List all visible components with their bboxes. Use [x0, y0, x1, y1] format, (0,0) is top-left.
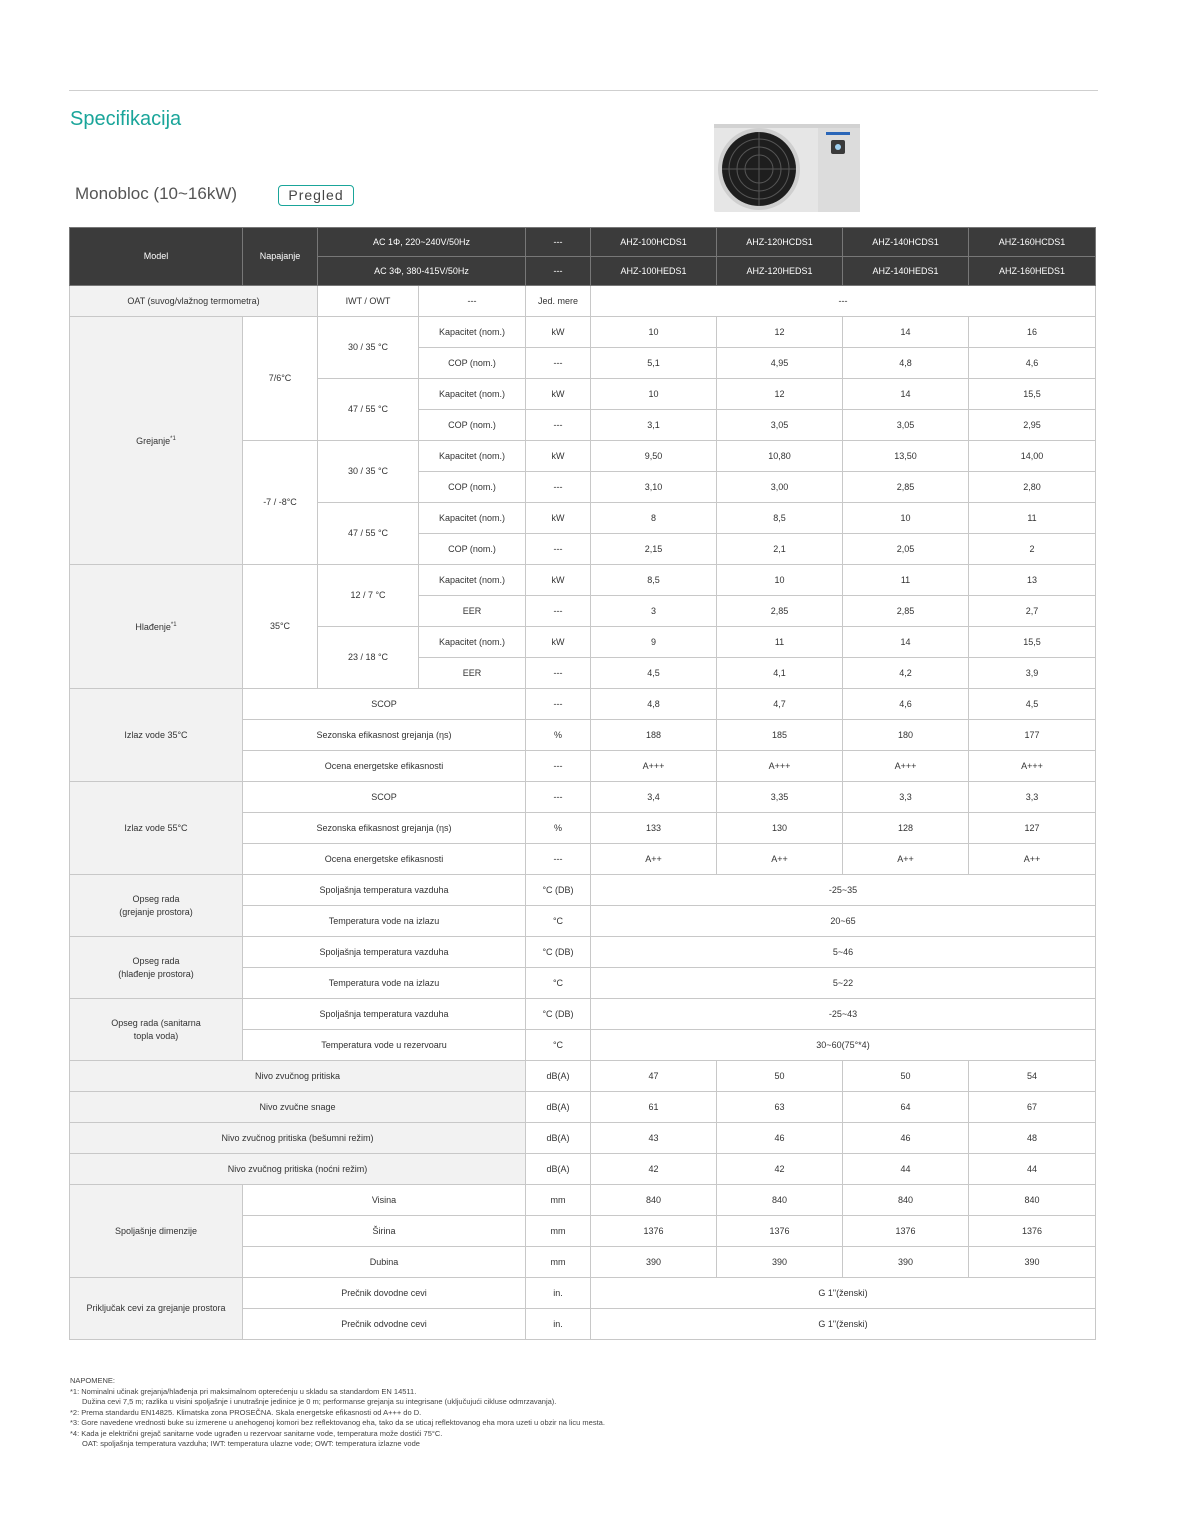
outdoor-temp-label: Spoljašnja temperatura vazduha [243, 937, 526, 968]
value-cell: 4,6 [969, 348, 1096, 379]
unit-cell: mm [526, 1247, 591, 1278]
value-cell: 2 [969, 534, 1096, 565]
water-temp: 30 / 35 °C [318, 441, 419, 503]
energy-rating-label: Ocena energetske efikasnosti [243, 844, 526, 875]
dash-cell: --- [526, 534, 591, 565]
note-line: Dužina cevi 7,5 m; razlika u visini spoljašnje i unutrašnje jedinice je 0 m; performanse grejanja su integrisane (uključujući cikluse odmrzavanja). [82, 1397, 557, 1406]
model-name: AHZ-160HCDS1 [969, 228, 1096, 257]
value-cell: 4,8 [591, 689, 717, 720]
power-1-phase: AC 1Φ, 220~240V/50Hz [318, 228, 526, 257]
dash-cell: --- [526, 257, 591, 286]
model-header: Model [70, 228, 243, 286]
table-row [70, 999, 1096, 1030]
model-name: AHZ-100HEDS1 [591, 257, 717, 286]
value-cell: 4,6 [843, 689, 969, 720]
value-cell: 840 [969, 1185, 1096, 1216]
dash-cell: --- [526, 228, 591, 257]
value-cell: 2,05 [843, 534, 969, 565]
value-cell: 64 [843, 1092, 969, 1123]
season-eff-label: Sezonska efikasnost grejanja (ηs) [243, 720, 526, 751]
value-cell: 54 [969, 1061, 1096, 1092]
value-cell: 3,35 [717, 782, 843, 813]
range-dhw-label: Opseg rada (sanitarna topla voda) [70, 999, 243, 1061]
value-cell: 47 [591, 1061, 717, 1092]
iwt-owt-label: IWT / OWT [318, 286, 419, 317]
overview-badge[interactable]: Pregled [278, 185, 354, 206]
unit-cell: dB(A) [526, 1092, 591, 1123]
value-cell: 13 [969, 565, 1096, 596]
value-cell: 42 [591, 1154, 717, 1185]
value-cell: 15,5 [969, 379, 1096, 410]
value-cell: 10 [717, 565, 843, 596]
value-cell: 840 [591, 1185, 717, 1216]
value-cell: 15,5 [969, 627, 1096, 658]
value-cell: 61 [591, 1092, 717, 1123]
value-cell: 390 [591, 1247, 717, 1278]
top-divider [69, 90, 1098, 91]
value-cell: A++ [969, 844, 1096, 875]
value-cell: 11 [969, 503, 1096, 534]
value-cell: 2,95 [969, 410, 1096, 441]
value-cell: -25~35 [591, 875, 1096, 906]
value-cell: 10,80 [717, 441, 843, 472]
unit-cell: °C [526, 906, 591, 937]
table-row [70, 1185, 1096, 1216]
oat-value: 7/6°C [243, 317, 318, 441]
unit-cell: mm [526, 1216, 591, 1247]
section-subtitle: Monobloc (10~16kW) [75, 184, 238, 203]
value-cell: 50 [717, 1061, 843, 1092]
value-cell: 185 [717, 720, 843, 751]
value-cell: A+++ [591, 751, 717, 782]
capacity-label: Kapacitet (nom.) [419, 317, 526, 348]
model-name: AHZ-100HCDS1 [591, 228, 717, 257]
value-cell: 840 [843, 1185, 969, 1216]
dash-cell: --- [526, 689, 591, 720]
unit-cell: °C [526, 1030, 591, 1061]
value-cell: 10 [591, 317, 717, 348]
value-cell: 9,50 [591, 441, 717, 472]
value-cell: 3,10 [591, 472, 717, 503]
oat-value: -7 / -8°C [243, 441, 318, 565]
value-cell: 1376 [843, 1216, 969, 1247]
value-cell: 3,3 [843, 782, 969, 813]
value-cell: 42 [717, 1154, 843, 1185]
value-cell: 4,2 [843, 658, 969, 689]
eer-label: EER [419, 596, 526, 627]
width-label: Širina [243, 1216, 526, 1247]
value-cell: 3,05 [843, 410, 969, 441]
unit-cell: kW [526, 565, 591, 596]
heating-label: Grejanje$^{*1}$ [70, 317, 243, 565]
table-row [70, 1061, 1096, 1092]
value-cell: 12 [717, 379, 843, 410]
value-cell: 2,15 [591, 534, 717, 565]
value-cell: A+++ [717, 751, 843, 782]
oat-label: OAT (suvog/vlažnog termometra) [70, 286, 318, 317]
range-heating-label: Opseg rada (grejanje prostora) [70, 875, 243, 937]
note-line: *2: Prema standardu EN14825. Klimatska zona PROSEČNA. Skala energetske efikasnosti od A+++ do D. [70, 1407, 422, 1417]
value-cell: 5~22 [591, 968, 1096, 999]
specification-table [69, 227, 1096, 1340]
model-name: AHZ-120HEDS1 [717, 257, 843, 286]
water-temp: 47 / 55 °C [318, 503, 419, 565]
value-cell: 14 [843, 317, 969, 348]
header-row-1 [70, 228, 1096, 257]
table-row [70, 1154, 1096, 1185]
height-label: Visina [243, 1185, 526, 1216]
value-cell: 12 [717, 317, 843, 348]
capacity-label: Kapacitet (nom.) [419, 379, 526, 410]
value-cell: 67 [969, 1092, 1096, 1123]
season-eff-label: Sezonska efikasnost grejanja (ηs) [243, 813, 526, 844]
unit-cell: kW [526, 503, 591, 534]
out35-label: Izlaz vode 35°C [70, 689, 243, 782]
capacity-label: Kapacitet (nom.) [419, 565, 526, 596]
cop-label: COP (nom.) [419, 348, 526, 379]
water-out-label: Temperatura vode na izlazu [243, 968, 526, 999]
value-cell: 8,5 [591, 565, 717, 596]
value-cell: A++ [843, 844, 969, 875]
water-temp: 47 / 55 °C [318, 379, 419, 441]
outdoor-temp-label: Spoljašnja temperatura vazduha [243, 999, 526, 1030]
unit-cell: °C (DB) [526, 875, 591, 906]
note-line: OAT: spoljašnja temperatura vazduha; IWT: temperatura ulazne vode; OWT: temperatura izlazne vode [82, 1439, 420, 1448]
unit-label: Jed. mere [526, 286, 591, 317]
model-name: AHZ-140HCDS1 [843, 228, 969, 257]
value-cell: 5~46 [591, 937, 1096, 968]
cop-label: COP (nom.) [419, 472, 526, 503]
model-name: AHZ-160HEDS1 [969, 257, 1096, 286]
table-row [70, 565, 1096, 596]
value-cell: 44 [969, 1154, 1096, 1185]
heat-pump-unit-image [714, 124, 860, 212]
value-cell: G 1"(ženski) [591, 1278, 1096, 1309]
outlet-diameter-label: Prečnik odvodne cevi [243, 1309, 526, 1340]
value-cell: 390 [969, 1247, 1096, 1278]
table-row [70, 937, 1096, 968]
model-name: AHZ-120HCDS1 [717, 228, 843, 257]
unit-cell: in. [526, 1309, 591, 1340]
sound-power-label: Nivo zvučne snage [70, 1092, 526, 1123]
outdoor-temp-label: Spoljašnja temperatura vazduha [243, 875, 526, 906]
value-cell: 16 [969, 317, 1096, 348]
dash-cell: --- [526, 410, 591, 441]
value-cell: 20~65 [591, 906, 1096, 937]
dash-cell: --- [526, 782, 591, 813]
table-row [70, 1123, 1096, 1154]
dash-cell: --- [591, 286, 1096, 317]
note-line: *3: Gore navedene vrednosti buke su izmerene u anehogenoj komori bez reflektovanog eha, tako da se uticaj reflektovanog eha mora uzeti u obzir na licu mesta. [70, 1418, 605, 1427]
value-cell: 2,85 [843, 472, 969, 503]
value-cell: 11 [717, 627, 843, 658]
unit-cell: dB(A) [526, 1154, 591, 1185]
value-cell: 43 [591, 1123, 717, 1154]
value-cell: 48 [969, 1123, 1096, 1154]
value-cell: 5,1 [591, 348, 717, 379]
value-cell: 14 [843, 627, 969, 658]
depth-label: Dubina [243, 1247, 526, 1278]
value-cell: A+++ [969, 751, 1096, 782]
value-cell: 180 [843, 720, 969, 751]
unit-cell: kW [526, 441, 591, 472]
table-row [70, 1278, 1096, 1309]
value-cell: 63 [717, 1092, 843, 1123]
unit-cell: dB(A) [526, 1061, 591, 1092]
value-cell: 2,85 [717, 596, 843, 627]
note-line: *4: Kada je električni grejač sanitarne vode ugrađen u rezervoar sanitarne vode, temperatura može dostići 75°C. [70, 1428, 443, 1438]
value-cell: 127 [969, 813, 1096, 844]
unit-cell: dB(A) [526, 1123, 591, 1154]
model-name: AHZ-140HEDS1 [843, 257, 969, 286]
energy-rating-label: Ocena energetske efikasnosti [243, 751, 526, 782]
value-cell: 4,5 [591, 658, 717, 689]
value-cell: 13,50 [843, 441, 969, 472]
inlet-diameter-label: Prečnik dovodne cevi [243, 1278, 526, 1309]
value-cell: 840 [717, 1185, 843, 1216]
water-temp: 23 / 18 °C [318, 627, 419, 689]
value-cell: 8 [591, 503, 717, 534]
value-cell: 3,3 [969, 782, 1096, 813]
note-line: *1: Nominalni učinak grejanja/hlađenja pri maksimalnom opterećenju u skladu sa standardom EN 14511. [70, 1386, 417, 1396]
unit-cell: °C (DB) [526, 999, 591, 1030]
page-title: Specifikacija [70, 108, 182, 130]
value-cell: 46 [843, 1123, 969, 1154]
sound-night-label: Nivo zvučnog pritiska (noćni režim) [70, 1154, 526, 1185]
value-cell: 390 [843, 1247, 969, 1278]
value-cell: 177 [969, 720, 1096, 751]
dash-cell: --- [526, 348, 591, 379]
power-header: Napajanje [243, 228, 318, 286]
eer-label: EER [419, 658, 526, 689]
dash-cell: --- [526, 472, 591, 503]
unit-cell: % [526, 720, 591, 751]
value-cell: 3,9 [969, 658, 1096, 689]
unit-cell: °C [526, 968, 591, 999]
unit-cell: in. [526, 1278, 591, 1309]
table-row [70, 782, 1096, 813]
capacity-label: Kapacitet (nom.) [419, 441, 526, 472]
notes-heading: NAPOMENE: [70, 1376, 116, 1385]
value-cell: 3 [591, 596, 717, 627]
value-cell: 2,1 [717, 534, 843, 565]
value-cell: 10 [843, 503, 969, 534]
value-cell: A++ [591, 844, 717, 875]
value-cell: 3,4 [591, 782, 717, 813]
sound-silent-label: Nivo zvučnog pritiska (bešumni režim) [70, 1123, 526, 1154]
value-cell: 3,05 [717, 410, 843, 441]
value-cell: 3,1 [591, 410, 717, 441]
value-cell: 30~60(75°*4) [591, 1030, 1096, 1061]
value-cell: 9 [591, 627, 717, 658]
value-cell: 8,5 [717, 503, 843, 534]
value-cell: 1376 [969, 1216, 1096, 1247]
scop-label: SCOP [243, 689, 526, 720]
water-temp: 12 / 7 °C [318, 565, 419, 627]
value-cell: 10 [591, 379, 717, 410]
value-cell: 188 [591, 720, 717, 751]
dash-cell: --- [526, 658, 591, 689]
dash-cell: --- [526, 844, 591, 875]
value-cell: 128 [843, 813, 969, 844]
value-cell: 130 [717, 813, 843, 844]
scop-label: SCOP [243, 782, 526, 813]
value-cell: 4,1 [717, 658, 843, 689]
cop-label: COP (nom.) [419, 534, 526, 565]
table-row [70, 689, 1096, 720]
unit-cell: kW [526, 379, 591, 410]
pipe-label: Priključak cevi za grejanje prostora [70, 1278, 243, 1340]
value-cell: 390 [717, 1247, 843, 1278]
value-cell: 11 [843, 565, 969, 596]
value-cell: 1376 [591, 1216, 717, 1247]
value-cell: 2,7 [969, 596, 1096, 627]
table-row [70, 1092, 1096, 1123]
range-cooling-label: Opseg rada (hlađenje prostora) [70, 937, 243, 999]
value-cell: 14 [843, 379, 969, 410]
dash-cell: --- [419, 286, 526, 317]
sound-pressure-label: Nivo zvučnog pritiska [70, 1061, 526, 1092]
value-cell: 2,85 [843, 596, 969, 627]
table-row [70, 875, 1096, 906]
power-3-phase: AC 3Φ, 380-415V/50Hz [318, 257, 526, 286]
cooling-label: Hlađenje$^{*1}$ [70, 565, 243, 689]
notes [70, 1376, 605, 1450]
unit-cell: °C (DB) [526, 937, 591, 968]
value-cell: 50 [843, 1061, 969, 1092]
oat-row [70, 286, 1096, 317]
table-row [70, 317, 1096, 348]
value-cell: A+++ [843, 751, 969, 782]
value-cell: 1376 [717, 1216, 843, 1247]
value-cell: 133 [591, 813, 717, 844]
water-out-label: Temperatura vode na izlazu [243, 906, 526, 937]
value-cell: -25~43 [591, 999, 1096, 1030]
oat-value: 35°C [243, 565, 318, 689]
water-tank-label: Temperatura vode u rezervoaru [243, 1030, 526, 1061]
unit-cell: mm [526, 1185, 591, 1216]
value-cell: 4,95 [717, 348, 843, 379]
unit-cell: kW [526, 627, 591, 658]
value-cell: 14,00 [969, 441, 1096, 472]
value-cell: A++ [717, 844, 843, 875]
value-cell: 46 [717, 1123, 843, 1154]
water-temp: 30 / 35 °C [318, 317, 419, 379]
out55-label: Izlaz vode 55°C [70, 782, 243, 875]
value-cell: 3,00 [717, 472, 843, 503]
value-cell: 2,80 [969, 472, 1096, 503]
capacity-label: Kapacitet (nom.) [419, 503, 526, 534]
dash-cell: --- [526, 751, 591, 782]
value-cell: 4,8 [843, 348, 969, 379]
unit-cell: % [526, 813, 591, 844]
dimensions-label: Spoljašnje dimenzije [70, 1185, 243, 1278]
value-cell: 4,7 [717, 689, 843, 720]
value-cell: 44 [843, 1154, 969, 1185]
unit-cell: kW [526, 317, 591, 348]
value-cell: G 1"(ženski) [591, 1309, 1096, 1340]
cop-label: COP (nom.) [419, 410, 526, 441]
value-cell: 4,5 [969, 689, 1096, 720]
dash-cell: --- [526, 596, 591, 627]
capacity-label: Kapacitet (nom.) [419, 627, 526, 658]
